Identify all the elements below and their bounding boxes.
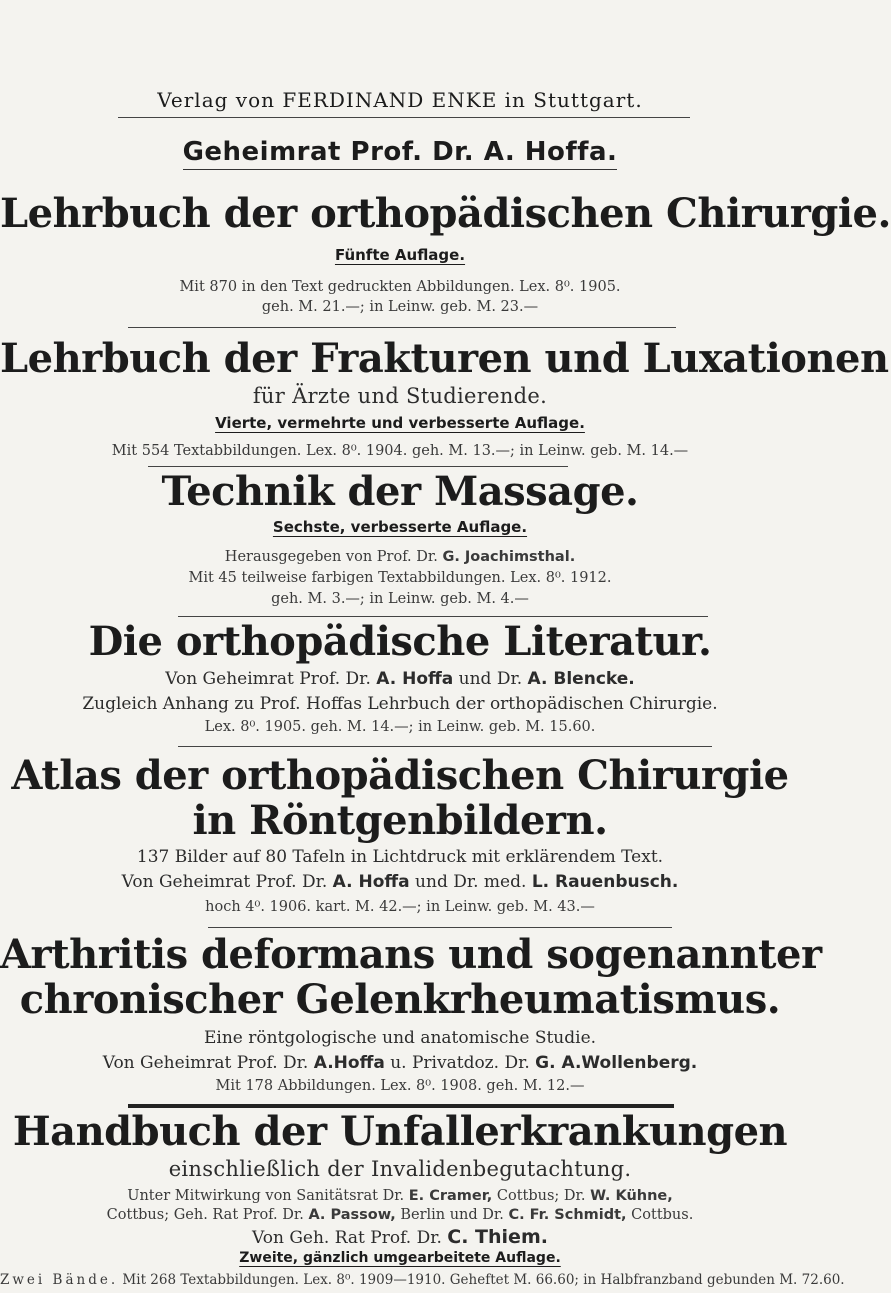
book-title: Die orthopädische Literatur. [88,618,712,665]
author-name: L. Rauenbusch. [531,872,679,892]
book-details: Zwei Bände. Mit 268 Textabbildungen. Lex. 8⁰. 1909—1910. Geheftet M. 66.60; in Halbfranzband gebunden M. 72.60. [0,1272,845,1288]
publisher-header [0,88,800,112]
editor-name: C. Thiem. [447,1226,548,1248]
book-description: Eine röntgologische und anatomische Studie. [203,1028,597,1048]
book-description: 137 Bilder auf 80 Tafeln in Lichtdruck mit erklärendem Text. [136,847,664,867]
contributor-name: C. Fr. Schmidt, [508,1207,627,1223]
section-divider [178,616,708,617]
contributors-line: Unter Mitwirkung von Sanitätsrat Dr. E. Cramer, Cottbus; Dr. W. Kühne, [127,1188,673,1204]
section-divider [128,327,676,328]
author-name: A. Blencke. [527,669,635,689]
authors-line: Von Geheimrat Prof. Dr. A. Hoffa und Dr. A. Blencke. [165,669,635,689]
book-note: Zugleich Anhang zu Prof. Hoffas Lehrbuch der orthopädischen Chirurgie. [82,694,718,714]
edition-label: Sechste, verbesserte Auflage. [272,518,528,536]
book-subtitle: für Ärzte und Studierende. [252,384,548,408]
editor-line: Von Geh. Rat Prof. Dr. C. Thiem. [252,1226,548,1248]
book-title: Atlas der orthopädischen Chirurgie [11,752,789,799]
author-name: G. A.Wollenberg. [535,1053,698,1073]
authors-line: Von Geheimrat Prof. Dr. A.Hoffa u. Privatdoz. Dr. G. A.Wollenberg. [102,1053,698,1073]
section-divider [208,927,672,928]
contributor-name: A. Passow, [308,1207,396,1223]
book-details: geh. M. 21.—; in Leinw. geb. M. 23.— [261,299,539,315]
book-details: geh. M. 3.—; in Leinw. geb. M. 4.— [271,591,529,607]
contributor-name: W. Kühne, [590,1188,673,1204]
book-title: Lehrbuch der orthopädischen Chirurgie. [0,190,891,237]
section-divider [178,746,712,747]
contributors-line: Cottbus; Geh. Rat Prof. Dr. A. Passow, Berlin und Dr. C. Fr. Schmidt, Cottbus. [106,1207,694,1223]
book-title: Technik der Massage. [161,468,639,515]
editor-name: G. Joachimsthal. [442,549,576,565]
book-title: Lehrbuch der Frakturen und Luxationen [0,335,889,382]
author-name: A. Hoffa [332,872,410,892]
author-name: A.Hoffa [313,1053,385,1073]
author-name: A. Hoffa [376,669,454,689]
section-divider [148,466,568,467]
edition-label: Zweite, gänzlich umgearbeitete Auflage. [239,1250,561,1266]
book-subtitle: einschließlich der Invalidenbegutachtung. [168,1157,632,1181]
contributor-name: E. Cramer, [408,1188,493,1204]
edition-label: Fünfte Auflage. [334,246,466,264]
edition-label: Vierte, vermehrte und verbesserte Auflage. [215,414,585,432]
author-heading: Geheimrat Prof. Dr. A. Hoffa. [0,137,800,167]
publisher-line: Verlag von FERDINAND ENKE in Stuttgart. [157,88,643,112]
editor-line: Herausgegeben von Prof. Dr. G. Joachimsthal. [224,549,576,565]
book-title: Arthritis deformans und sogenannter [0,931,822,978]
book-details: Mit 45 teilweise farbigen Textabbildungen. Lex. 8⁰. 1912. [188,570,612,586]
book-title: Handbuch der Unfallerkrankungen [12,1108,788,1155]
book-title: chronischer Gelenkrheumatismus. [19,976,781,1023]
book-details: Mit 178 Abbildungen. Lex. 8⁰. 1908. geh. M. 12.— [215,1078,585,1094]
header-rule [118,117,690,118]
book-details: Mit 870 in den Text gedruckten Abbildungen. Lex. 8⁰. 1905. [179,279,621,295]
book-details: hoch 4⁰. 1906. kart. M. 42.—; in Leinw. geb. M. 43.— [205,899,595,915]
authors-line: Von Geheimrat Prof. Dr. A. Hoffa und Dr. med. L. Rauenbusch. [121,872,679,892]
book-title: in Röntgenbildern. [192,797,608,844]
book-details: Mit 554 Textabbildungen. Lex. 8⁰. 1904. geh. M. 13.—; in Leinw. geb. M. 14.— [111,443,689,459]
book-details: Lex. 8⁰. 1905. geh. M. 14.—; in Leinw. geb. M. 15.60. [204,719,596,735]
